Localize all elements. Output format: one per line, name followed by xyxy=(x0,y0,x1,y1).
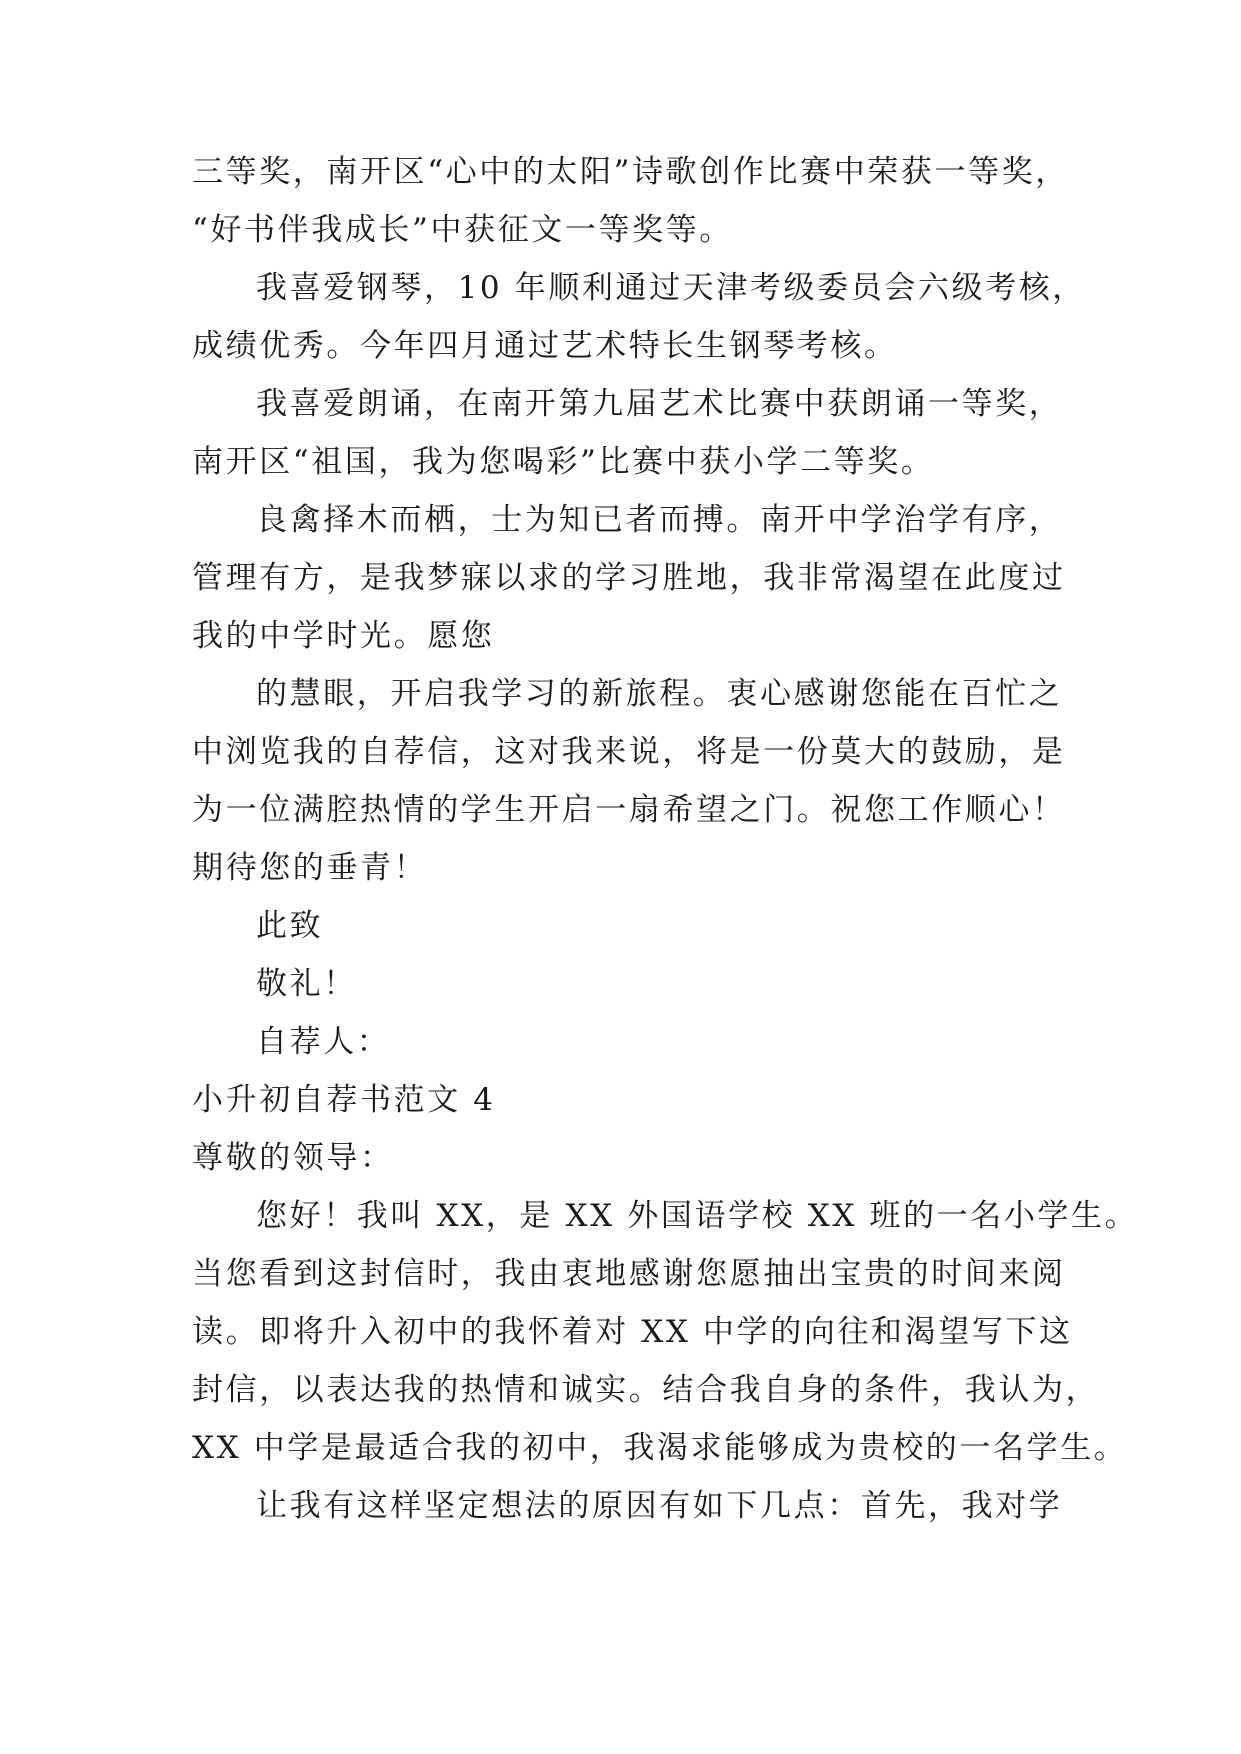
text-line: 成绩优秀。今年四月通过艺术特长生钢琴考核。 xyxy=(192,328,898,364)
text-line: 我喜爱钢琴，10 年顺利通过天津考级委员会六级考核， xyxy=(256,270,1086,306)
text-line: 此致 xyxy=(256,908,324,944)
text-line: 中浏览我的自荐信，这对我来说，将是一份莫大的鼓励，是 xyxy=(192,734,1066,770)
text-line: 自荐人： xyxy=(256,1024,391,1060)
text-line: 三等奖，南开区“心中的太阳”诗歌创作比赛中荣获一等奖， xyxy=(192,154,1069,190)
text-line: 让我有这样坚定想法的原因有如下几点：首先，我对学 xyxy=(256,1488,1063,1524)
text-line: 敬礼！ xyxy=(256,966,357,1002)
salutation: 尊敬的领导： xyxy=(192,1140,394,1176)
section-heading: 小升初自荐书范文 4 xyxy=(192,1082,496,1118)
text-line: 您好！我叫 XX，是 XX 外国语学校 XX 班的一名小学生。 xyxy=(256,1198,1139,1234)
text-line: 管理有方，是我梦寐以求的学习胜地，我非常渴望在此度过 xyxy=(192,560,1066,596)
text-line: 我喜爱朗诵，在南开第九届艺术比赛中获朗诵一等奖， xyxy=(256,386,1063,422)
text-line: 我的中学时光。愿您 xyxy=(192,618,495,654)
text-line: 的慧眼，开启我学习的新旅程。衷心感谢您能在百忙之 xyxy=(256,676,1063,712)
text-line: 良禽择木而栖，士为知已者而搏。南开中学治学有序， xyxy=(256,502,1063,538)
text-line: 为一位满腔热情的学生开启一扇希望之门。祝您工作顺心！ xyxy=(192,792,1066,828)
text-line: “好书伴我成长”中获征文一等奖等。 xyxy=(192,212,733,248)
text-line: 当您看到这封信时，我由衷地感谢您愿抽出宝贵的时间来阅 xyxy=(192,1256,1066,1292)
text-line: 读。即将升入初中的我怀着对 XX 中学的向往和渴望写下这 xyxy=(192,1314,1073,1350)
text-line: XX 中学是最适合我的初中，我渴求能够成为贵校的一名学生。 xyxy=(192,1430,1128,1466)
text-line: 封信，以表达我的热情和诚实。结合我自身的条件，我认为， xyxy=(192,1372,1100,1408)
text-line: 期待您的垂青！ xyxy=(192,850,428,886)
text-line: 南开区“祖国，我为您喝彩”比赛中获小学二等奖。 xyxy=(192,444,935,480)
